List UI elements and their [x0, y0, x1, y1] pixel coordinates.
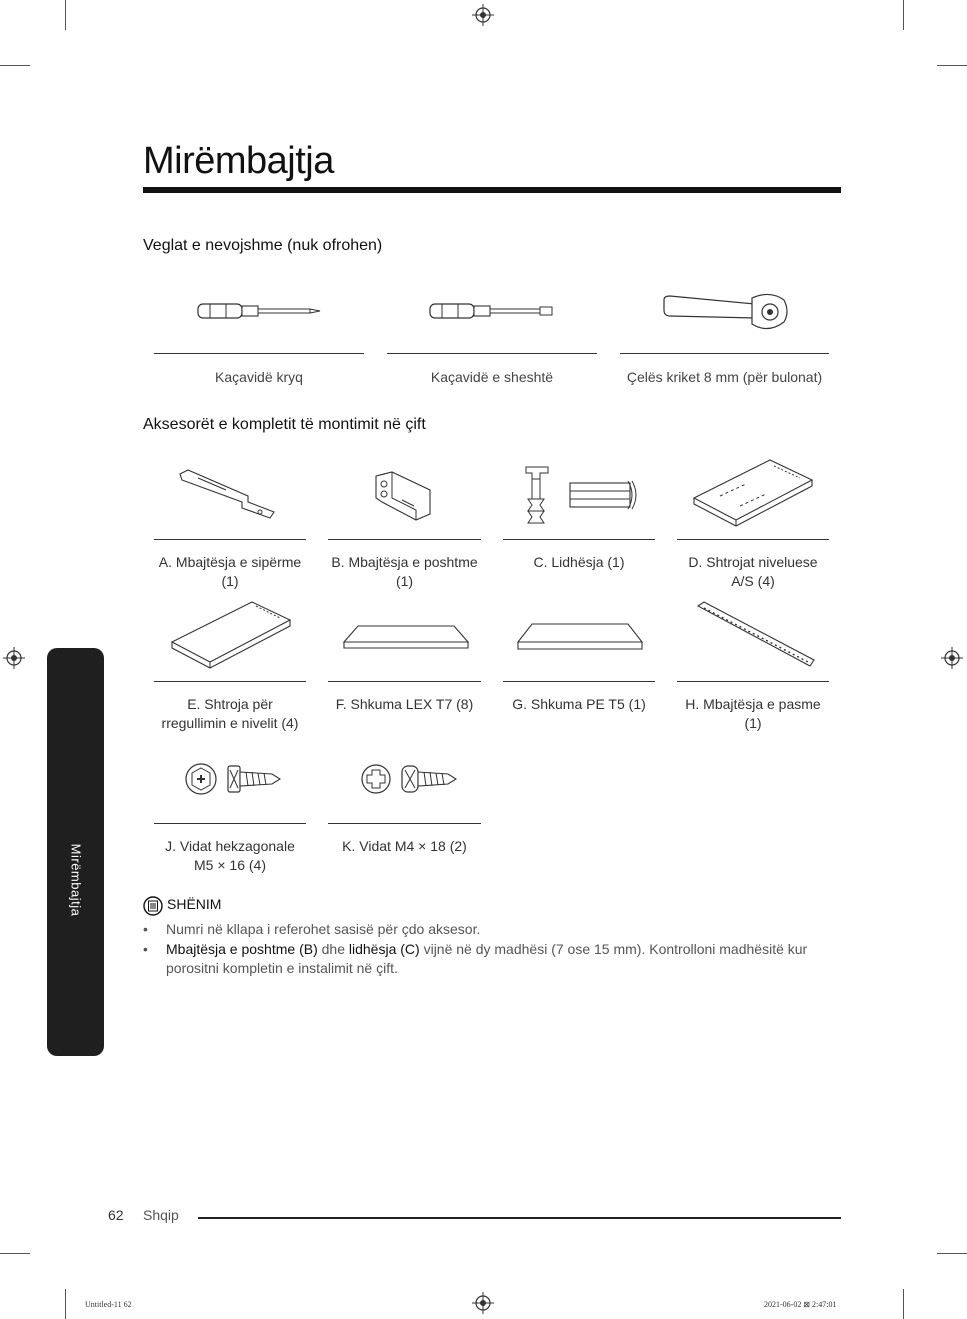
bullet-text-part: dhe: [317, 941, 349, 957]
rear-bracket-icon: [696, 600, 818, 670]
page-title: Mirëmbajtja: [143, 140, 334, 182]
kit-caption-f: [324, 695, 485, 714]
registration-mark-icon: [941, 647, 963, 669]
registration-mark-icon: [3, 647, 25, 669]
bullet-dot: •: [143, 941, 148, 957]
phillips-screwdriver-icon: [196, 300, 322, 322]
caption-line: C. Lidhësja (1): [533, 554, 625, 570]
divider: [154, 823, 306, 824]
crop-mark: [937, 1253, 967, 1254]
caption-line: A. Mbajtësja e sipërme: [158, 554, 302, 570]
caption-line: D. Shtrojat niveluese: [688, 554, 818, 570]
caption-line: (1): [221, 573, 239, 589]
caption-line: B. Mbajtësja e poshtme: [331, 554, 478, 570]
tools-heading: Veglat e nevojshme (nuk ofrohen): [143, 237, 383, 254]
hex-screw-icon: [184, 762, 282, 796]
divider: [328, 681, 481, 682]
divider: [154, 681, 306, 682]
ratchet-wrench-icon: [660, 292, 790, 334]
caption-line: H. Mbajtësja e pasme: [685, 696, 821, 712]
registration-mark-icon: [472, 4, 494, 26]
divider: [503, 539, 655, 540]
tool-caption: Çelës kriket 8 mm (për bulonat): [626, 369, 823, 385]
upper-bracket-icon: [178, 468, 278, 520]
divider: [620, 353, 829, 354]
crop-mark: [65, 0, 66, 30]
side-tab: [47, 648, 104, 1056]
m4-screw-icon: [360, 762, 458, 796]
crop-mark: [903, 0, 904, 30]
divider: [328, 823, 481, 824]
kit-caption-j: [150, 837, 310, 875]
divider: [154, 539, 306, 540]
level-pad-icon: [168, 600, 294, 670]
crop-mark: [903, 1289, 904, 1319]
bullet-text: Numri në kllapa i referohet sasisë për çdo aksesor.: [166, 921, 481, 937]
divider: [328, 539, 481, 540]
flat-screwdriver-icon: [428, 300, 554, 322]
bullet-dot: •: [143, 921, 148, 937]
title-rule: [143, 187, 841, 193]
bullet-text-part: vijnë në dy madhësi (7 ose 15 mm). Kontrolloni madhësitë kur porositni kompletin e instalimit në çift.: [166, 941, 808, 976]
print-info-right: 2021-06-02 ⊠ 2:47:01: [764, 1300, 837, 1309]
crop-mark: [0, 1253, 30, 1254]
leveling-pad-icon: [690, 458, 816, 530]
divider: [677, 539, 829, 540]
caption-line: E. Shtroja për: [187, 696, 273, 712]
caption-line: F. Shkuma LEX T7 (8): [335, 696, 474, 712]
caption-line: (1): [744, 715, 762, 731]
kit-caption-h: [673, 695, 833, 733]
divider: [154, 353, 364, 354]
divider: [387, 353, 597, 354]
kit-heading: Aksesorët e kompletit të montimit në çift: [143, 416, 426, 433]
caption-line: J. Vidat hekzagonale: [165, 838, 295, 854]
bullet-text: [166, 940, 846, 978]
foam-pe-icon: [516, 622, 644, 652]
footer-rule: [198, 1217, 841, 1219]
kit-caption-b: [324, 553, 485, 591]
tool-caption: Kaçavidë e sheshtë: [430, 369, 554, 385]
crop-mark: [0, 65, 30, 66]
caption-line: M5 × 16 (4): [194, 857, 266, 873]
divider: [677, 681, 829, 682]
print-info-left: Untitled-11 62: [85, 1300, 132, 1309]
kit-caption-c: [499, 553, 659, 572]
caption-line: (1): [395, 573, 414, 589]
tool-caption: Kaçavidë kryq: [215, 369, 303, 385]
crop-mark: [65, 1289, 66, 1319]
caption-line: G. Shkuma PE T5 (1): [512, 696, 646, 712]
crop-mark: [937, 65, 967, 66]
divider: [503, 681, 655, 682]
foam-lex-icon: [342, 624, 470, 652]
page-number: 62: [108, 1207, 124, 1223]
bullet-emphasis: lidhësja (C): [348, 941, 420, 957]
note-title: SHËNIM: [167, 896, 222, 912]
lower-bracket-icon: [372, 470, 434, 522]
kit-caption-g: [499, 695, 659, 714]
connector-icon: [522, 465, 640, 525]
kit-caption-d: [673, 553, 833, 591]
kit-caption-a: [150, 553, 310, 591]
page-language: Shqip: [143, 1207, 179, 1223]
caption-line: rregullimin e nivelit (4): [161, 715, 299, 731]
kit-caption-k: [324, 837, 485, 856]
caption-line: K. Vidat M4 × 18 (2): [342, 838, 467, 854]
side-tab-label: Mirëmbajtja: [68, 843, 83, 917]
caption-line: A/S (4): [731, 573, 775, 589]
note-icon: [143, 896, 163, 916]
bullet-emphasis: Mbajtësja e poshtme (B): [166, 941, 318, 957]
kit-caption-e: [150, 695, 310, 733]
registration-mark-icon: [472, 1292, 494, 1314]
